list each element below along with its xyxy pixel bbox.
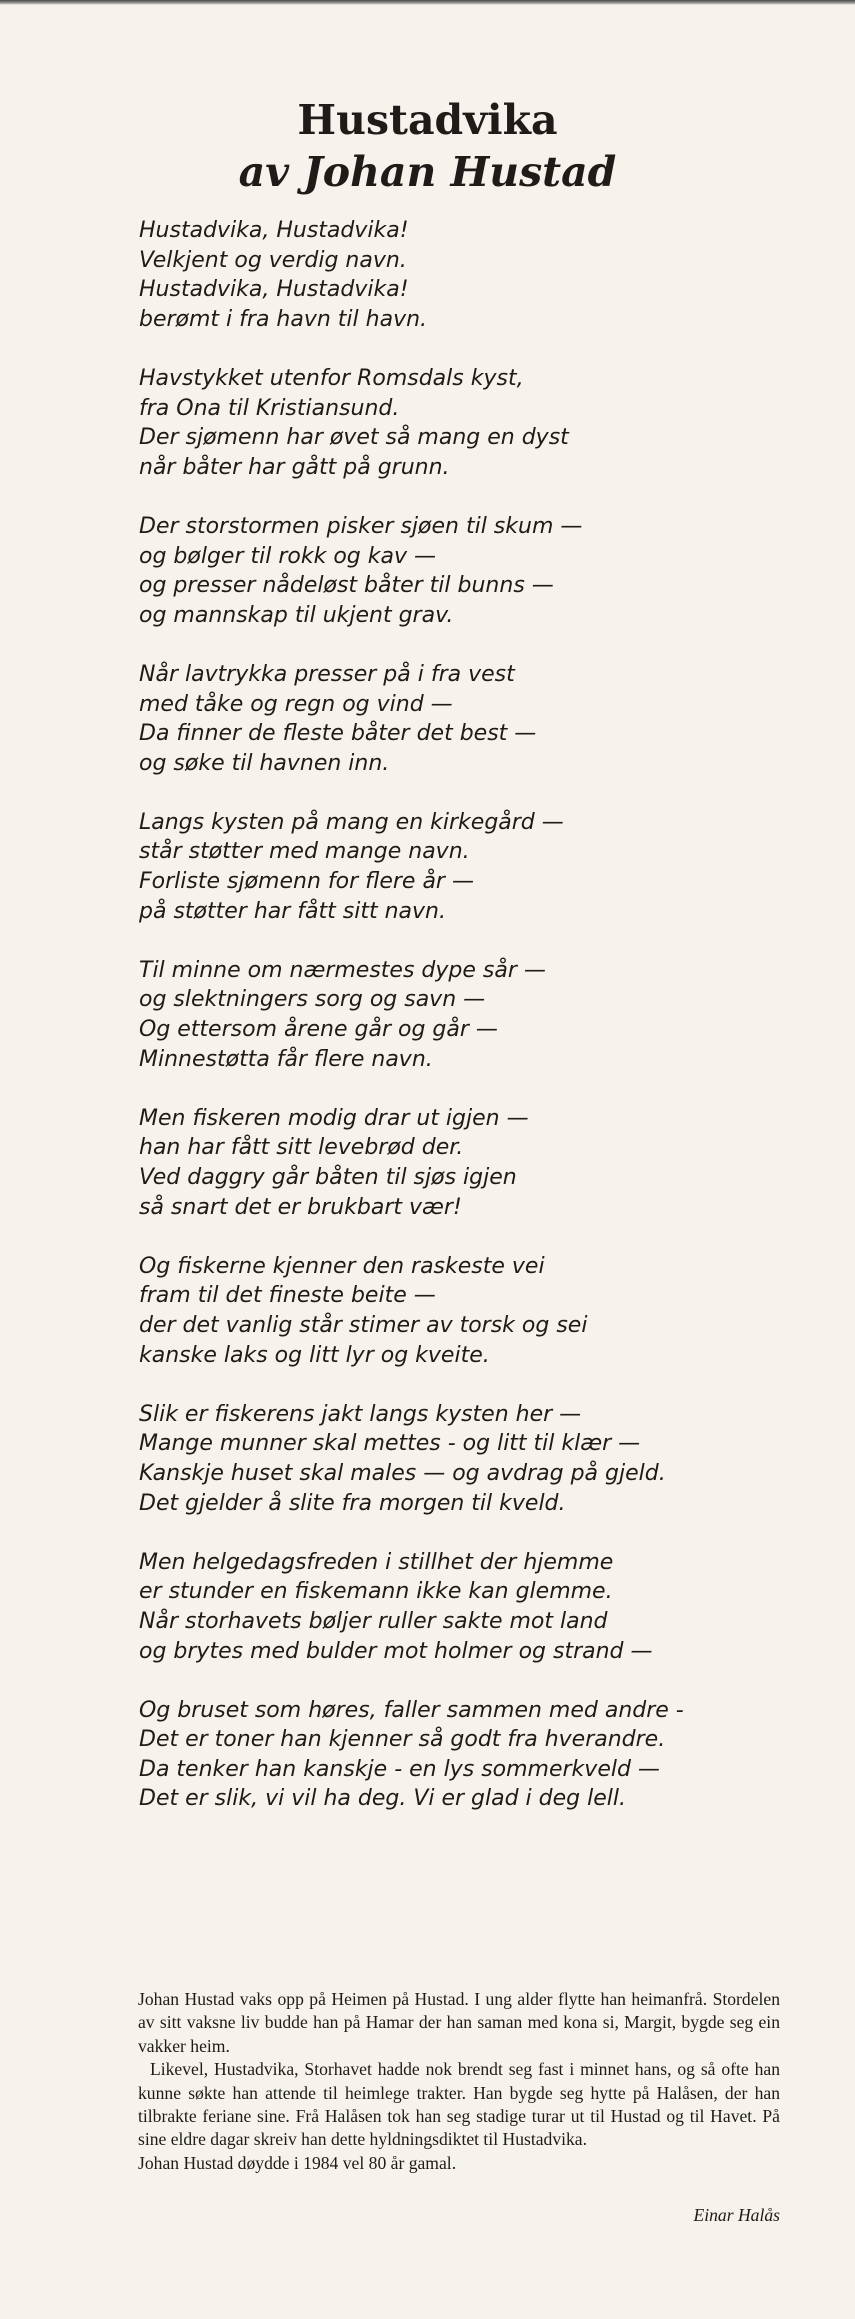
poem-line: Ved daggry går båten til sjøs igjen [139,1165,517,1190]
poem-line: når båter har gått på grunn. [139,454,450,480]
poem-line: og søke til havnen inn. [139,750,390,776]
poem-line: og brytes med bulder mot holmer og strand — [139,1638,653,1664]
poem-stanza [139,1104,759,1222]
poem-stanza [139,216,759,334]
poem-stanza [139,660,759,778]
poem-line: så snart det er brukbart vær! [139,1194,462,1220]
bio-paragraph: Likevel, Hustadvika, Storhavet hadde nok brendt seg fast i minnet hans, og så ofte han kunne søkte han attende til heimlege trakter. Han bygde seg hytte på Halåsen, der han tilbrakte feriane sine. Frå Halåsen tok han seg stadige turar ut til Hustad og til Havet. På sine eldre dagar skreiv han dette hyldningsdiktet til Hustadvika. [138,2059,780,2150]
poem-line: berømt i fra havn til havn. [139,306,428,332]
poem-stanza [139,364,759,482]
poem-line: Det er toner han kjenner så godt fra hverandre. [139,1727,666,1753]
poem-line: Men helgedagsfreden i stillhet der hjemme [139,1549,614,1575]
poem-stanza [139,1548,759,1666]
page-top-edge [0,0,855,5]
poem-line: Der storstormen pisker sjøen til skum — [139,513,583,539]
poem-stanza [139,1696,759,1814]
poem-line: Og bruset som høres, faller sammen med andre - [139,1697,684,1723]
poem-line: fra Ona til Kristiansund. [139,395,400,421]
poem-line: Og ettersom årene går og går — [139,1017,498,1043]
poem-line: med tåke og regn og vind — [139,691,453,717]
signature: Einar Halås [693,2205,780,2225]
poem-line: Mange munner skal mettes - og litt til klær — [139,1431,641,1457]
poem-line: Når storhavets bøljer ruller sakte mot land [139,1608,608,1634]
poem-line: Slik er fiskerens jakt langs kysten her — [139,1401,582,1427]
poem-stanza [139,1252,759,1370]
poem-line: Det er slik, vi vil ha deg. Vi er glad i deg lell. [139,1786,626,1812]
poem-line: står støtter med mange navn. [139,839,470,865]
poem-line: kanske laks og litt lyr og kveite. [139,1342,490,1368]
poem-line: og presser nådeløst båter til bunns — [139,573,554,599]
poem-line: Velkjent og verdig navn. [139,247,407,273]
poem-stanza [139,1400,759,1518]
poem-line: Kanskje huset skal males — og avdrag på gjeld. [139,1460,666,1486]
poem-line: Minnestøtta får flere navn. [139,1046,433,1072]
bio-paragraph: Johan Hustad døydde i 1984 vel 80 år gamal. [138,2152,457,2173]
poem-stanza [139,956,759,1074]
poem-line: Og fiskerne kjenner den raskeste vei [139,1253,545,1279]
poem-line: Hustadvika, Hustadvika! [139,277,409,303]
poem-line: Der sjømenn har øvet så mang en dyst [139,425,569,451]
poem-line: Når lavtrykka presser på i fra vest [139,661,515,687]
poem-line: fram til det fineste beite — [139,1283,436,1309]
poem-line: Da finner de fleste båter det best — [139,721,537,747]
poem-line: Langs kysten på mang en kirkegård — [139,809,564,835]
poem-line: på støtter har fått sitt navn. [139,898,446,924]
poem-line: og mannskap til ukjent grav. [139,602,454,628]
poem-line: Hustadvika, Hustadvika! [139,218,409,243]
poem-stanza [139,512,759,630]
bio-paragraph: Johan Hustad vaks opp på Heimen på Hustad. I ung alder flytte han heimanfrå. Stordelen av sitt vaksne liv budde han på Hamar der han saman med kona si, Margit, bygde seg ein vakker heim. [138,1989,780,2056]
poem-author-line: av Johan Hustad [238,148,617,196]
poem-line: Til minne om nærmestes dype sår — [139,957,546,983]
poem-line: og slektningers sorg og savn — [139,987,486,1013]
poem-line: er stunder en fiskemann ikke kan glemme. [139,1579,613,1605]
poem-body [139,216,759,1844]
author-biography [138,1988,780,2175]
poem-line: der det vanlig står stimer av torsk og sei [139,1312,588,1338]
poem-line: Men fiskeren modig drar ut igjen — [139,1105,529,1131]
poem-line: Havstykket utenfor Romsdals kyst, [139,365,524,391]
poem-line: Da tenker han kanskje - en lys sommerkveld — [139,1756,660,1782]
poem-stanza [139,808,759,926]
poem-line: og bølger til rokk og kav — [139,543,436,569]
poem-line: Forliste sjømenn for flere år — [139,869,474,895]
poem-line: han har fått sitt levebrød der. [139,1135,464,1161]
poem-line: Det gjelder å slite fra morgen til kveld. [139,1490,566,1516]
poem-title: Hustadvika [297,96,558,144]
